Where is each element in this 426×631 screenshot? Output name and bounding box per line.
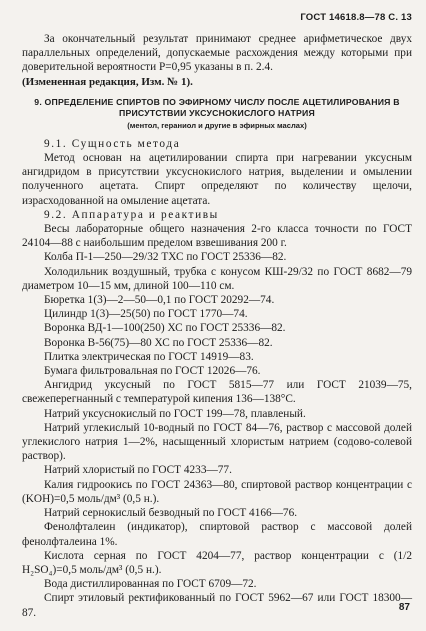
list-item: Калия гидроокись по ГОСТ 24363—80, спиртовой раствор концентрации c (KOH)=0,5 моль/дм³ (0,5 н.). xyxy=(22,478,412,505)
list-item: Колба П-1—250—29/32 ТХС по ГОСТ 25336—82. xyxy=(44,251,287,264)
list-item: Натрий хлористый по ГОСТ 4233—77. xyxy=(44,464,232,477)
list-item: Натрий сернокислый безводный по ГОСТ 4166—76. xyxy=(44,507,298,520)
section-title: 9. ОПРЕДЕЛЕНИЕ СПИРТОВ ПО ЭФИРНОМУ ЧИСЛУ ПОСЛЕ АЦЕТИЛИРОВАНИЯ В ПРИСУТСТВИИ УКСУСНОКИСЛОГО НАТРИЯ xyxy=(34,96,400,118)
list-item: Вода дистиллированная по ГОСТ 6709—72. xyxy=(44,578,257,591)
section-subtitle: (ментол, гераниол и другие в эфирных маслах) xyxy=(127,120,307,130)
list-item: Бумага фильтровальная по ГОСТ 12026—76. xyxy=(44,365,261,378)
list-item: Холодильник воздушный, трубка с конусом КШ-29/32 по ГОСТ 8682—79 диаметром 10—15 мм, длиной 100—110 см. xyxy=(22,265,412,292)
list-item: Бюретка 1(3)—2—50—0,1 по ГОСТ 20292—74. xyxy=(44,294,275,307)
list-item: Натрий углекислый 10-водный по ГОСТ 84—76, раствор с массовой долей углекислого натрия 1—2%, насыщенный хлористым натрием (содово-солевой раствор). xyxy=(22,421,412,463)
intro-paragraph: За окончательный результат принимают среднее арифметическое двух параллельных определений, допускаемые расхождения между которыми при доверительной вероятности P=0,95 указаны в п. 2.4. xyxy=(22,33,412,74)
page-number: 87 xyxy=(398,602,410,613)
list-item: Натрий уксуснокислый по ГОСТ 199—78, плавленый. xyxy=(44,407,306,420)
list-item: Фенолфталеин (индикатор), спиртовой раствор с массовой долей фенолфталеина 1%. xyxy=(22,521,412,548)
list-item: Плитка электрическая по ГОСТ 14919—83. xyxy=(44,350,254,363)
page-body xyxy=(22,32,412,620)
list-item: Воронка В-56(75)—80 ХС по ГОСТ 25336—82. xyxy=(44,336,273,349)
list-item: Цилиндр 1(3)—25(50) по ГОСТ 1770—74. xyxy=(44,308,248,321)
list-item: Воронка ВД-1—100(250) ХС по ГОСТ 25336—82. xyxy=(44,322,286,335)
list-item: Кислота серная по ГОСТ 4204—77, раствор концентрации c (1/2 H₂SO₄)=0,5 моль/дм³ (0,5 н.). xyxy=(22,549,412,576)
amendment-note: (Измененная редакция, Изм. № 1). xyxy=(22,75,193,88)
list-item: Ангидрид уксусный по ГОСТ 5815—77 или ГОСТ 21039—75, свежеперегнанный с температурой кипения 136—138°С. xyxy=(22,379,412,406)
running-header: ГОСТ 14618.8—78 С. 13 xyxy=(300,12,412,23)
subsection-9-1-text: Метод основан на ацетилировании спирта при нагревании уксусным ангидридом в присутствии уксуснокислого натрия, выделении и омылении полученного ацетата. Спирт определяют по количеству щелочи, израсходованной на омыление ацетата. xyxy=(22,152,412,207)
subsection-9-1-heading: 9.1. Сущность метода xyxy=(44,137,181,150)
subsection-9-2-heading: 9.2. Аппаратура и реактивы xyxy=(44,208,219,221)
list-item: Спирт этиловый ректификованный по ГОСТ 5962—67 или ГОСТ 18300—87. xyxy=(22,592,412,619)
list-item: Весы лабораторные общего назначения 2-го класса точности по ГОСТ 24104—88 с наибольшим пределом взвешивания 200 г. xyxy=(22,223,412,250)
